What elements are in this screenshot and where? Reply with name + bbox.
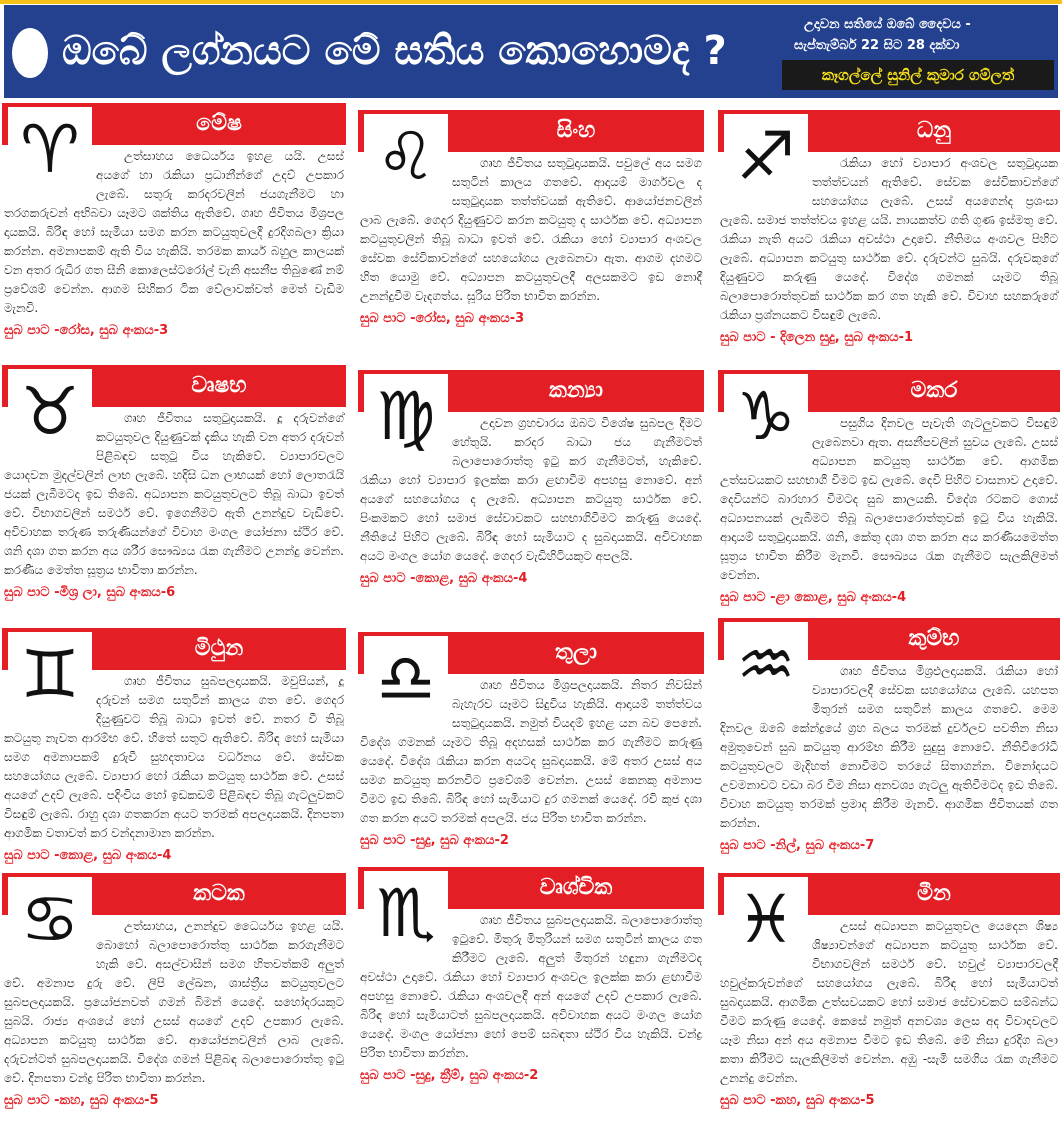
lucky-color-number: සුබ පාට -කහ, සුබ අංකය-5 <box>4 1093 159 1108</box>
page-title: ඔබේ ලග්නයට මේ සතිය කොහොමද ? <box>62 28 727 74</box>
sign-title-bar <box>358 867 704 952</box>
forecast-text: ගෘහ ජීවිතය මිශ්‍රපලදායකයි. නිතර නිවසින් බැහැරව යෑමට සිදුවිය හැකියි. ආදායම් තත්ත්වය සතුටුදායකයි. නමුත් වියදම් ඉහළ යන බව පෙනේ. විදේශ ගමනක් යෑමට තිබූ අදහසක් සාර්ථක කර ගැනීමට කරුණු යෙදේ. විදේශ රැකියා කරන අයටද සුබදායකයි. මේ අතර උසස් අය සමග කටයුතු කරනවිට ප්‍රවේශම් වෙන්න. උසස් කෙනකු අමනාප වීමට ඉඩ තිබේ. බිරිඳ හෝ සැමියාට දුර ගමනක් යෙදේ. රවි කුජ දශා ගත කරන අයට තරමක් අපලයි. ජය පිරිත භාවිත කරන්න. <box>360 678 702 825</box>
horoscope-dhanu <box>718 110 1060 347</box>
archer-centaur-icon-glyph: ♐ <box>736 118 796 195</box>
sign-name: කන්‍යා <box>549 378 603 403</box>
sign-title-bar <box>2 365 346 450</box>
sign-name: ධනු <box>916 118 952 143</box>
lucky-color-number: සුබ පාට -සුදු, සුබ අංකය-2 <box>360 833 509 848</box>
scorpion-icon-glyph: ♏ <box>376 875 436 952</box>
forecast-text: ගෘහ ජීවිතය සුබපලදායකයි. බලාපොරොත්තු ඉටුවේ. මිතුරු මිතුරියන් සමග සතුටින් කාලය ගත කිරීමට ලැබේ. අලුත් මිතුරන් හඳුනා ගැනීමටද අවස්ථා උදාවේ. රැකියා හෝ ව්‍යාපාර අංශවල ඉලක්ක කරා ළඟාවීම අපහසු නොවේ. රැකියා අංශවලදී අන් අයගේ උදව් උපකාර ලැබේ. බිරිඳ හෝ සැමියාටත් සුබපලදායකයි. අවිවාහක අයට මංගල යෝග යෙදේ. මංගල යෝජනා හෝ පෙම් සබඳතා ස්ථිර විය හැකියි. චන්ද්‍ර පිරිත භාවිතා කරන්න. <box>360 913 702 1060</box>
fish-icon-glyph: ♓ <box>736 881 796 958</box>
horoscope-vrushchika <box>358 867 704 1085</box>
horoscope-kataka <box>2 873 346 1110</box>
sign-name: කුම්භ <box>908 626 960 651</box>
forecast-text: ගෘහ ජීවිතය සුබපලදායකයි. මවුපියන්, දූ දරුවන් සමග සතුටින් කාලය ගත වේ. ගෙදර දියුණුවට තිබූ බාධා ඉවත් වේ. නතර වී තිබූ කටයුතු නැවත ආරම්භ වේ. හිතේ සතුට ඇතිවේ. බිරිඳ හෝ සැමියා සමග අමනාපකම් දුරුවී සුහදතාවය වර්ධනය වේ. සේවක සහයෝගය ලැබේ. ව්‍යාපාර හෝ රැකියා කටයුතු සාර්ථක වේ. උසස් අයගේ උදව් ලැබේ. පදිංචිය හෝ ඉඩකඩම් පිළිබඳව තිබූ ගැටලුවකට විසඳුම් ලැබේ. රාහු දශා ගතකරන අයට තරමක් අපලදායකයි. දිනපතා ආගමික වතාවත් කර වන්දනාමාන කරන්න. <box>4 674 344 840</box>
sea-goat-icon <box>724 374 808 460</box>
forecast-text: ගෘහ ජීවිතය සතුටුදායකයි. දූ දරුවන්ගේ කටයුතුවල දියුණුවක් දැකිය හැකි වන අතර දරුවන් පිළිබඳව සතුටු විය හැකිවේ. ව්‍යාපාරවලට යොදවන මුදල්වලින් ලාභ ලැබේ. හදිසි ධන ලාභයක් හෝ ලොතරැයි ජයක් ලැබීමටද ඉඩ තිබේ. අධ්‍යාපන කටයුතුවලට තිබූ බාධා ඉවත් වේ. විභාගවලින් සමර්ථ වේ. ඉගෙනීමට ඇති උනන්දුව වැඩිවේ. අවිවාහක තරුණ තරුණියන්ගේ විවාහ මංගල යෝජනා ස්ථිර වේ. ශනි දශා ගත කරන අය ශරීර සෞඛ්‍යය රැක ගැනීමට උනන්දු වෙන්න. කරණීය මෙත්ත සූත්‍රය භාවිතා කරන්න. <box>4 411 344 577</box>
forecast-text: උත්සාහය ධෛර්යය ඉහළ යයි. උසස් අයගේ හා රැකියා ප්‍රධානීන්ගේ උදව් උපකාර ලැබේ. සතුරු කරදරවලින් ජයගැනීමට හා තරගකරුවන් අභිබවා යෑමට ශක්තිය ඇතිවේ. ගෘහ ජීවිතය මිශ්‍රපල දායකයි. බිරිඳ හෝ සැමියා සමග කරන කටයුතුවලදී දුරදිගබලා ක්‍රියා කරන්න. අමනාපකම් ඇති විය හැකියි. තරමක කාර්ය බහුල කාලයක් වන අතර රුධිර ගත සීනි කොලෙස්ටරෝල් වැනි අසනීප තිබුණේ නම් ප්‍රවේශම් වෙන්න. ආගම සිහිකර ටික වේලාවක්වත් මෙත් වැඩීම මැනවි. <box>4 149 344 315</box>
forecast-text: උසස් අධ්‍යාපන කටයුතුවල යෙදෙන ශිෂ්‍ය ශිෂ්‍යාවන්ගේ අධ්‍යාපන කටයුතු සාර්ථක වේ. විභාගවලින් සමර්ථ වේ. හවුල් ව්‍යාපාරවලදී හවුල්කරුවන්ගේ සහයෝගය ලැබේ. බිරිඳ හෝ සැමියාටත් සුබදායකයි. ආගමික උත්සවයකට හෝ සමාජ සේවාවකට සම්බන්ධ වීමට කරුණු යෙදේ. කෙසේ නමුත් අනවශ්‍ය ලෙස අද විවාදවලට යෑම නිසා අන් අය අමනාප වීමට ඉඩ තිබේ. මේ නිසා දුරදිග බලා කතා කිරීමට සැලකිලිමත් වෙන්න. අඹු -සැමි සමගිය රැක ගැනීමට උනන්දු වෙන්න. <box>720 919 1058 1085</box>
sign-title-bar <box>718 873 1060 958</box>
horoscope-vrushabha <box>2 365 346 602</box>
forecast-text: උදාවන ග්‍රහචාරය ඔබට විශේෂ සුබපල දීමට හේතුයි. කරදර බාධා ජය ගැනීමටත් බලාපොරොත්තු ඉටු කර ගැනීමටත්, හැකිවේ. රැකියා හෝ ව්‍යාපාර ඉලක්ක කරා ළඟාවීම අපහසු නොවේ. අන් අයගේ සහයෝගය ද ලැබේ. අධ්‍යාපන කටයුතු සාර්ථක වේ. පිංකමකට හෝ සමාජ සේවාවකට සහභාගිවීමට කරුණු යෙදේ. නීතියේ පිහිට ලැබේ. බිරිඳ හෝ සැමියාට ද සුබදායකයි. අවිවාහක අයට මංගල යෝග යෙදේ. ගෙදර වැඩිහිටියකුට අපලයි. <box>360 416 702 563</box>
ram-icon <box>8 107 92 193</box>
bull-icon-glyph: ♉ <box>20 373 80 450</box>
sign-name: මේෂ <box>196 111 242 136</box>
subtitle-line-1: උදාවන සතියේ ඔබේ දෛවය - <box>804 17 971 32</box>
sign-title-bar <box>2 873 346 958</box>
forecast-text: පසුගිය දිනවල පැවැති ගැටලුවකට විසඳුම් ලැබෙනවා ඇත. අසනීපවලින් සුවය ලැබේ. උසස් අධ්‍යාපන කටයුතු සාර්ථක වේ. ආගමික උත්සවයකට සහභාගී වීමට ඉඩ ලැබේ. දෙවි පිහිට වාසනාව උදාවේ. දෙවියන්ට බාරහාර වීමටද සුබ කාලයකි. විදේශ රටකට ගොස් අධ්‍යාපනයක් ලැබීමට තිබූ බලාපොරොත්තුවක් ඉටු විය හැකියි. ආදායම් සතුටුදායකයි. ශනි, කේතු දශා ගත කරන අය කරණීයමෙත්ත සූත්‍රය භාවිත කිරීම මැනවි. සෞඛ්‍යය රැක ගැනීමට සැලකිලිමත් වෙන්න. <box>720 416 1058 582</box>
scales-icon-glyph: ♎ <box>376 640 436 717</box>
sign-name: කටක <box>193 881 245 906</box>
archer-centaur-icon <box>724 114 808 200</box>
lucky-color-number: සුබ පාට -සුදු, ක්‍රීම්, සුබ අංකය-2 <box>360 1068 539 1083</box>
horoscope-meena <box>718 873 1060 1110</box>
horoscope-makara <box>718 370 1060 607</box>
sign-name: සිංහ <box>556 118 596 143</box>
crab-icon-glyph: ♋ <box>20 881 80 958</box>
forecast-text: ගෘහ ජීවිතය මිශ්‍රඵලදායකයි. රැකියා හෝ ව්‍යාපාරවලදී සේවක සහයෝගය ලැබේ. යහපත මිතුරන් සමග සතුටින් කාලය ගතවේ. මෙම දිනවල ඔබේ කේන්ද්‍රයේ ග්‍රහ බලය තරමක් දුර්වලව පවතින නිසා අමුතුවෙන් සුබ කටයුතු ආරම්භ කිරීම සුදුසු නොවේ. නීතිවිරෝධී කටයුතුවලට මැදිහත් නොවීමට තරයේ සිතාගන්න. විනෝදයට උවමනාවට වඩා බර වීම නිසා අනවශ්‍ය ගැටලු ඇතිවීමටද ඉඩ තිබේ. විවාහ කටයුතු තරමක් ප්‍රමාද කිරීම මැනවි. ආගමික ජීවිතයක් ගත කරන්න. <box>720 664 1058 830</box>
forecast-text: උත්සාහය, උනන්දුව ධෛර්යය ඉහළ යයි. බොහෝ බලාපොරොත්තු සාර්ථක කරගැනීමට හැකි වේ. අසල්වාසීන් සමග හිතවත්කම් අලුත් වේ. අමනාප දුරු වේ. ලිපි ලේඛන, ශාස්ත්‍රීය කටයුතුවලට සුබපලදායකයි. ප්‍රයෝජනවත් ගමන් බිමන් යෙදේ. සහෝදරයකුට සුබයි. රාජ්‍ය අංශයේ හෝ උසස් අයගේ උදව් උපකාර ලැබේ. අධ්‍යාපන කටයුතු සාර්ථක වේ. ආයෝජනවලින් ලාබ ලැබේ. දරුවන්ටත් සුබපලදායකයි. විදේශ ගමන් පිළිබඳ බලාපොරොත්තු ඉටු වේ. දිනපතා චන්ද්‍ර පිරිත භාවිතා කරන්න. <box>4 919 344 1085</box>
lucky-color-number: සුබ පාට -කහ, සුබ අංකය-5 <box>720 1093 875 1108</box>
horoscope-kanya <box>358 370 704 588</box>
sign-title-bar <box>358 632 704 717</box>
sign-title-bar <box>718 618 1060 703</box>
sign-title-bar <box>358 110 704 195</box>
header-banner <box>4 5 1058 98</box>
horoscope-thula <box>358 632 704 850</box>
author-byline: කෑගල්ලේ සුනිල් කුමාර ගම්ලත් <box>782 60 1054 90</box>
sign-title-bar <box>358 370 704 455</box>
lucky-color-number: සුබ පාට -රෝස, සුබ අංකය-3 <box>4 323 169 338</box>
top-yellow-stripe <box>0 0 1062 4</box>
sign-title-bar <box>718 370 1060 455</box>
lucky-color-number: සුබ පාට - දිලෙන සුදු, සුබ අංකය-1 <box>720 330 914 345</box>
sign-title-bar <box>2 628 346 713</box>
twins-icon-glyph: ♊ <box>20 636 80 713</box>
water-bearer-icon-glyph: ♒ <box>736 626 796 703</box>
lucky-color-number: සුබ පාට -කොළ, සුබ අංකය-4 <box>4 848 172 863</box>
crab-icon <box>8 877 92 963</box>
water-bearer-icon <box>724 622 808 708</box>
lucky-color-number: සුබ පාට -ළා කොළ, සුබ අංකය-4 <box>720 590 907 605</box>
lucky-color-number: සුබ පාට -රෝස, සුබ අංකය-3 <box>360 311 525 326</box>
lucky-color-number: සුබ පාට -කොළ, සුබ අංකය-4 <box>360 571 528 586</box>
forecast-text: ගෘහ ජීවිතය සතුටුදායකයි. පවුලේ අය සමග සතුටින් කාලය ගතවේ. ආදායම් මාර්ගවල ද සතුටුදායක තත්ත්වයක් ඇතිවේ. ආයෝජනවලින් ලාබ ලැබේ. ගෙදර දියුණුවට කරන කටයුතු ද සාර්ථක වේ. අධ්‍යාපන කටයුතුවලින් තිබූ බාධා ඉවත් වේ. රැකියා හෝ ව්‍යාපාර අංශවල සේවක සේවිකාවන්ගේ සහයෝගය ලැබෙනවා ඇත. ආගම දහමට හිත යොමු වේ. අධ්‍යාපන කටයුතුවලදී අලසකමට ඉඩ නොදී උනන්දුවීම වැදගත්ය. සූරිය පිරිත භාවිත කරන්න. <box>360 156 702 303</box>
lucky-color-number: සුබ පාට -නිල්, සුබ අංකය-7 <box>720 838 875 853</box>
lucky-color-number: සුබ පාට -මිශ්‍ර ලා, සුබ අංකය-6 <box>4 585 176 600</box>
horoscope-sinha <box>358 110 704 328</box>
scorpion-icon <box>364 871 448 957</box>
bull-icon <box>8 369 92 455</box>
sign-name: තුලා <box>555 640 597 665</box>
twins-icon <box>8 632 92 718</box>
subtitle-date-range: සැප්තැම්බර් 22 සිට 28 දක්වා <box>794 38 960 53</box>
fish-icon <box>724 877 808 963</box>
ram-icon-glyph: ♈ <box>20 111 80 188</box>
sign-title-bar <box>2 103 346 188</box>
bullet-circle-icon <box>12 28 48 78</box>
sign-title-bar <box>718 110 1060 195</box>
sign-name: වෘෂභ <box>191 373 247 398</box>
sea-goat-icon-glyph: ♑ <box>736 378 796 455</box>
virgin-angel-icon-glyph: ♍ <box>376 378 436 455</box>
forecast-text: රැකියා හෝ ව්‍යාපාර අංශවල සතුටුදායක තත්ත්වයන් ඇතිවේ. සේවක සේවිකාවන්ගේ සහයෝගය ලැබේ. උසස් අයගෙන්ද ප්‍රශංසා ලැබේ. සමාජ තත්ත්වය ඉහළ යයි. නායකත්ව ගති ගුණ ඉස්මතු වේ. රැකියා නැති අයට රැකියා අවස්ථා උදාවේ. නීතිමය අංශවල පිහිට ලැබේ. අධ්‍යාපන කටයුතු සාර්ථක වේ. දරුවන්ට සුබයි. දරුවකුගේ දියුණුවට කරුණු යෙදේ. විදේශ ගමනක් යෑමට තිබූ බලාපොරොත්තුවක් සාර්ථක කර ගත හැකි වේ. විවාහ සහකරුගේ රැකියා ප්‍රශ්නයකට විසඳුම් ලැබේ. <box>720 156 1058 322</box>
scales-icon <box>364 636 448 722</box>
lion-icon <box>364 114 448 200</box>
sign-name: මිථුන <box>194 636 244 661</box>
sign-name: වෘශ්චික <box>539 875 613 900</box>
horoscope-mithuna <box>2 628 346 865</box>
horoscope-mesha <box>2 103 346 340</box>
virgin-angel-icon <box>364 374 448 460</box>
lion-icon-glyph: ♌ <box>376 118 436 195</box>
sign-name: මකර <box>910 378 958 403</box>
sign-name: මීන <box>917 881 951 906</box>
horoscope-kumbha <box>718 618 1060 855</box>
